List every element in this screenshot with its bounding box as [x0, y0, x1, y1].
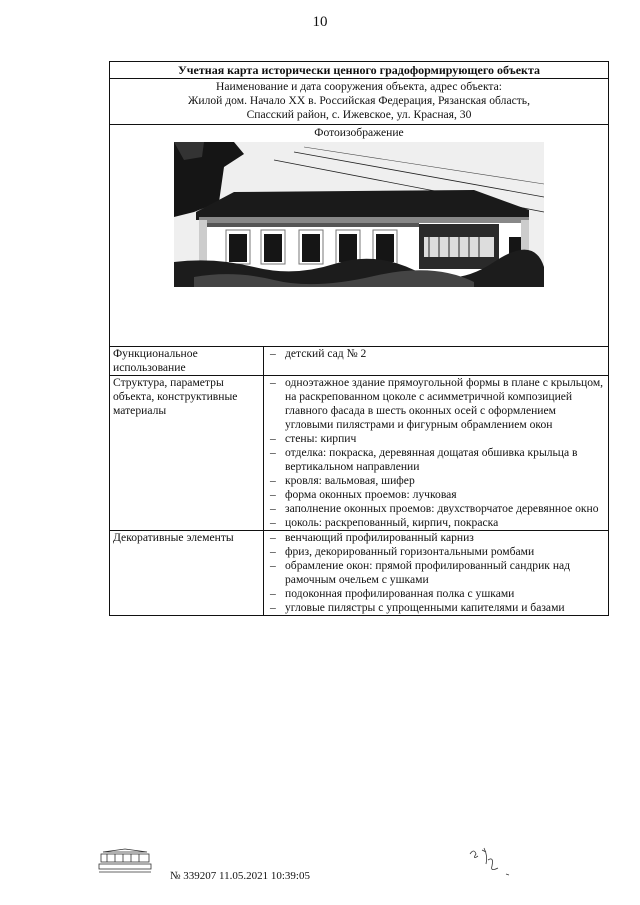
- list-item: – цоколь: раскрепованный, кирпич, покраска: [267, 516, 605, 530]
- object-address-block: [110, 79, 609, 125]
- row-value-function: [264, 347, 609, 376]
- photo-cell: [110, 125, 609, 347]
- list-item: – обрамление окон: прямой профилированный сандрик над рамочным очельем с ушками: [267, 559, 605, 587]
- list-item: – фриз, декорированный горизонтальными ромбами: [267, 545, 605, 559]
- row-value-structure: [264, 376, 609, 531]
- page-number: 10: [312, 14, 328, 30]
- registry-stamp-logo: [95, 848, 155, 874]
- list-item: – заполнение оконных проемов: двухстворчатое деревянное окно: [267, 502, 605, 516]
- address-line: Жилой дом. Начало XX в. Российская Федерация, Рязанская область,: [187, 94, 530, 107]
- row-value-decor: [264, 531, 609, 616]
- row-label-function: Функциональное использование: [110, 347, 264, 376]
- photo-label: Фотоизображение: [314, 126, 404, 139]
- list-item: – детский сад № 2: [267, 347, 605, 361]
- list-item: – форма оконных проемов: лучковая: [267, 488, 605, 502]
- handwritten-signature: [462, 842, 522, 882]
- list-item: – отделка: покраска, деревянная дощатая обшивка крыльца в вертикальном направлении: [267, 446, 605, 474]
- list-item: – угловые пилястры с упрощенными капителями и базами: [267, 601, 605, 615]
- card-title: Учетная карта исторически ценного градоформирующего объекта: [110, 62, 609, 79]
- list-item: – венчающий профилированный карниз: [267, 531, 605, 545]
- building-photo: [174, 142, 544, 287]
- list-item: – подоконная профилированная полка с ушками: [267, 587, 605, 601]
- list-item: – одноэтажное здание прямоугольной формы в плане с крыльцом, на раскрепованном цоколе с асимметричной композицией главного фасада в шесть оконных осей с оформлением угловыми пилястрами и фигурным обрамлением окон: [267, 376, 605, 432]
- list-item: – стены: кирпич: [267, 432, 605, 446]
- row-label-decor: Декоративные элементы: [110, 531, 264, 616]
- registration-card-table: [109, 61, 609, 616]
- document-registration-id: № 339207 11.05.2021 10:39:05: [170, 870, 310, 882]
- address-line: Спасский район, с. Ижевское, ул. Красная, 30: [246, 108, 472, 121]
- list-item: – кровля: вальмовая, шифер: [267, 474, 605, 488]
- row-label-structure: Структура, параметры объекта, конструктивные материалы: [110, 376, 264, 531]
- address-line: Наименование и дата сооружения объекта, адрес объекта:: [216, 80, 502, 93]
